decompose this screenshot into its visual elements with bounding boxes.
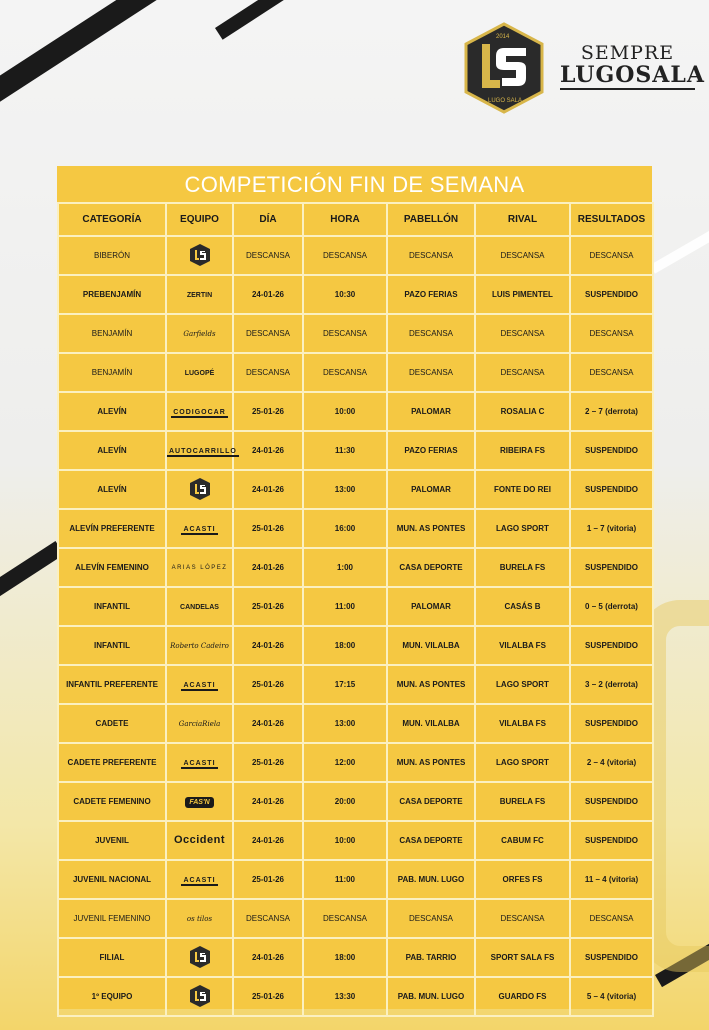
cell-hora: 16:00 [303,509,387,548]
cell-pabellon: CASA DEPORTE [387,548,475,587]
cell-hora: DESCANSA [303,236,387,275]
cell-rival: SPORT SALA FS [475,938,570,977]
cell-dia: DESCANSA [233,314,303,353]
lugo-sala-crest-icon [189,477,211,501]
table-row [58,860,653,899]
cell-categoria: FILIAL [58,938,166,977]
cell-hora: 11:00 [303,860,387,899]
cell-pabellon: DESCANSA [387,236,475,275]
cell-resultado: SUSPENDIDO [570,470,653,509]
sponsor-logo: ACASTI [183,876,216,884]
cell-pabellon: PALOMAR [387,470,475,509]
sponsor-logo: AUTOCARRILLO [169,447,237,455]
cell-dia: 25-01-26 [233,977,303,1016]
cell-dia: 25-01-26 [233,587,303,626]
cell-rival: LAGO SPORT [475,509,570,548]
sponsor-logo: ACASTI [183,525,216,533]
cell-pabellon: PAZO FERIAS [387,431,475,470]
cell-categoria: 1º EQUIPO [58,977,166,1016]
cell-equipo [166,470,233,509]
cell-dia: 25-01-26 [233,509,303,548]
cell-categoria: PREBENJAMÍN [58,275,166,314]
slogan-line1: SEMPRE [580,42,675,64]
table-row [58,938,653,977]
sponsor-logo: Occident [173,834,226,846]
table-row [58,314,653,353]
cell-dia: DESCANSA [233,899,303,938]
cell-hora: 13:00 [303,704,387,743]
cell-resultado: 0 – 5 (derrota) [570,587,653,626]
cell-pabellon: DESCANSA [387,314,475,353]
cell-pabellon: DESCANSA [387,899,475,938]
cell-resultado: 1 – 7 (vitoria) [570,509,653,548]
schedule-table [57,202,654,1017]
cell-pabellon: PAB. MUN. LUGO [387,860,475,899]
header-hora: HORA [303,203,387,236]
cell-categoria: INFANTIL [58,626,166,665]
cell-pabellon: MUN. VILALBA [387,704,475,743]
cell-categoria: BIBERÓN [58,236,166,275]
cell-categoria: CADETE [58,704,166,743]
cell-pabellon: MUN. AS PONTES [387,743,475,782]
cell-pabellon: CASA DEPORTE [387,782,475,821]
cell-dia: 24-01-26 [233,704,303,743]
cell-rival: LUIS PIMENTEL [475,275,570,314]
cell-hora: 13:00 [303,470,387,509]
cell-rival: VILALBA FS [475,704,570,743]
cell-hora: 18:00 [303,938,387,977]
cell-equipo [166,548,233,587]
cell-resultado: SUSPENDIDO [570,938,653,977]
cell-equipo [166,353,233,392]
cell-hora: 13:30 [303,977,387,1016]
cell-hora: 11:30 [303,431,387,470]
sponsor-logo: GarciaRiela [178,719,221,728]
cell-rival: DESCANSA [475,314,570,353]
cell-dia: 24-01-26 [233,821,303,860]
sponsor-logo: LUGOPÉ [184,369,215,377]
cell-rival: ORFES FS [475,860,570,899]
table-row [58,977,653,1016]
sponsor-logo: os tilos [186,914,213,923]
cell-categoria: ALEVÍN [58,431,166,470]
cell-pabellon: PALOMAR [387,587,475,626]
cell-pabellon: MUN. AS PONTES [387,509,475,548]
table-row [58,665,653,704]
cell-categoria: BENJAMÍN [58,353,166,392]
cell-rival: ROSALIA C [475,392,570,431]
cell-resultado: SUSPENDIDO [570,626,653,665]
table-row [58,782,653,821]
sponsor-logo: CODIGOCAR [173,408,226,416]
header-resultados: RESULTADOS [570,203,653,236]
cell-resultado: DESCANSA [570,314,653,353]
cell-categoria: ALEVÍN FEMENINO [58,548,166,587]
cell-dia: 24-01-26 [233,431,303,470]
decor-stripe [650,220,709,274]
header-equipo: EQUIPO [166,203,233,236]
cell-equipo [166,314,233,353]
logo-year: 2014 [496,34,510,40]
cell-categoria: ALEVÍN [58,392,166,431]
cell-pabellon: PAB. TARRIO [387,938,475,977]
cell-pabellon: PAB. MUN. LUGO [387,977,475,1016]
header-dia: DÍA [233,203,303,236]
cell-dia: 25-01-26 [233,860,303,899]
cell-equipo [166,899,233,938]
cell-resultado: 2 – 4 (vitoria) [570,743,653,782]
cell-pabellon: CASA DEPORTE [387,821,475,860]
cell-hora: 11:00 [303,587,387,626]
table-row [58,704,653,743]
cell-rival: BURELA FS [475,548,570,587]
cell-dia: DESCANSA [233,353,303,392]
cell-categoria: JUVENIL NACIONAL [58,860,166,899]
header-categoria: CATEGORÍA [58,203,166,236]
cell-hora: 1:00 [303,548,387,587]
cell-hora: 17:15 [303,665,387,704]
cell-equipo [166,509,233,548]
cell-dia: 25-01-26 [233,392,303,431]
schedule-board [57,166,652,1009]
cell-dia: 25-01-26 [233,743,303,782]
cell-resultado: DESCANSA [570,236,653,275]
cell-resultado: SUSPENDIDO [570,548,653,587]
cell-equipo [166,626,233,665]
sponsor-logo: CANDELAS [180,603,219,611]
cell-hora: 20:00 [303,782,387,821]
cell-equipo [166,977,233,1016]
cell-hora: 10:00 [303,392,387,431]
cell-rival: BURELA FS [475,782,570,821]
table-row [58,431,653,470]
lugo-sala-crest-icon [189,243,211,267]
cell-rival: DESCANSA [475,353,570,392]
cell-pabellon: DESCANSA [387,353,475,392]
cell-dia: 24-01-26 [233,275,303,314]
cell-categoria: ALEVÍN [58,470,166,509]
cell-resultado: SUSPENDIDO [570,275,653,314]
cell-dia: 24-01-26 [233,470,303,509]
cell-equipo [166,431,237,470]
cell-equipo [166,392,233,431]
cell-categoria: JUVENIL FEMENINO [58,899,166,938]
decor-stripe [0,541,64,603]
cell-dia: DESCANSA [233,236,303,275]
header-rival: RIVAL [475,203,570,236]
table-row [58,509,653,548]
cell-resultado: SUSPENDIDO [570,821,653,860]
cell-rival: FONTE DO REI [475,470,570,509]
cell-dia: 24-01-26 [233,782,303,821]
cell-categoria: CADETE FEMENINO [58,782,166,821]
table-header-row [58,203,653,236]
cell-equipo [166,275,233,314]
cell-dia: 25-01-26 [233,665,303,704]
lugo-sala-crest-icon [189,945,211,969]
sponsor-logo: ARIAS LÓPEZ [171,565,228,571]
cell-equipo [166,860,233,899]
table-row [58,587,653,626]
cell-resultado: SUSPENDIDO [570,431,653,470]
sponsor-logo: FAS'N [185,797,213,808]
table-row [58,821,653,860]
cell-resultado: 5 – 4 (vitoria) [570,977,653,1016]
slogan-line2: LUGOSALA [560,62,705,88]
cell-rival: VILALBA FS [475,626,570,665]
cell-equipo [166,665,233,704]
cell-rival: RIBEIRA FS [475,431,570,470]
table-row [58,275,653,314]
cell-equipo [166,704,233,743]
cell-rival: DESCANSA [475,899,570,938]
decor-stripe [0,0,259,113]
sponsor-logo: Garfields [183,329,216,338]
board-title: COMPETICIÓN FIN DE SEMANA [184,172,525,197]
table-row [58,626,653,665]
sponsor-logo: ZERTIN [186,291,213,299]
cell-hora: 12:00 [303,743,387,782]
cell-dia: 24-01-26 [233,626,303,665]
sponsor-logo: ACASTI [183,681,216,689]
decor-stripe [215,0,323,40]
lugo-sala-crest-icon [189,984,211,1008]
cell-categoria: ALEVÍN PREFERENTE [58,509,166,548]
sponsor-logo: ACASTI [183,759,216,767]
table-row [58,470,653,509]
cell-rival: LAGO SPORT [475,665,570,704]
cell-equipo [166,821,233,860]
cell-hora: DESCANSA [303,899,387,938]
cell-rival: GUARDO FS [475,977,570,1016]
cell-dia: 24-01-26 [233,548,303,587]
slogan [560,42,705,90]
sponsor-logo: Roberto Cadeiro [170,641,229,650]
header-pabellon: PABELLÓN [387,203,475,236]
cell-hora: DESCANSA [303,353,387,392]
cell-rival: DESCANSA [475,236,570,275]
cell-hora: 10:00 [303,821,387,860]
cell-pabellon: PAZO FERIAS [387,275,475,314]
cell-resultado: 2 – 7 (derrota) [570,392,653,431]
cell-dia: 24-01-26 [233,938,303,977]
cell-categoria: INFANTIL [58,587,166,626]
club-logo [462,22,546,114]
table-row [58,548,653,587]
cell-equipo [166,782,233,821]
cell-rival: LAGO SPORT [475,743,570,782]
logo-caption: LUGO SALA [488,98,523,104]
cell-resultado: DESCANSA [570,353,653,392]
cell-pabellon: MUN. AS PONTES [387,665,475,704]
cell-categoria: BENJAMÍN [58,314,166,353]
cell-resultado: 11 – 4 (vitoria) [570,860,653,899]
cell-categoria: CADETE PREFERENTE [58,743,166,782]
table-row [58,743,653,782]
cell-pabellon: PALOMAR [387,392,475,431]
cell-resultado: DESCANSA [570,899,653,938]
table-row [58,353,653,392]
cell-pabellon: MUN. VILALBA [387,626,475,665]
cell-hora: 18:00 [303,626,387,665]
cell-categoria: JUVENIL [58,821,166,860]
cell-equipo [166,938,233,977]
cell-equipo [166,743,233,782]
cell-equipo [166,587,233,626]
cell-categoria: INFANTIL PREFERENTE [58,665,166,704]
cell-rival: CABUM FC [475,821,570,860]
cell-equipo [166,236,233,275]
table-row [58,236,653,275]
cell-resultado: 3 – 2 (derrota) [570,665,653,704]
cell-hora: 10:30 [303,275,387,314]
table-row [58,899,653,938]
cell-resultado: SUSPENDIDO [570,704,653,743]
table-row [58,392,653,431]
cell-rival: CASÁS B [475,587,570,626]
cell-resultado: SUSPENDIDO [570,782,653,821]
cell-hora: DESCANSA [303,314,387,353]
